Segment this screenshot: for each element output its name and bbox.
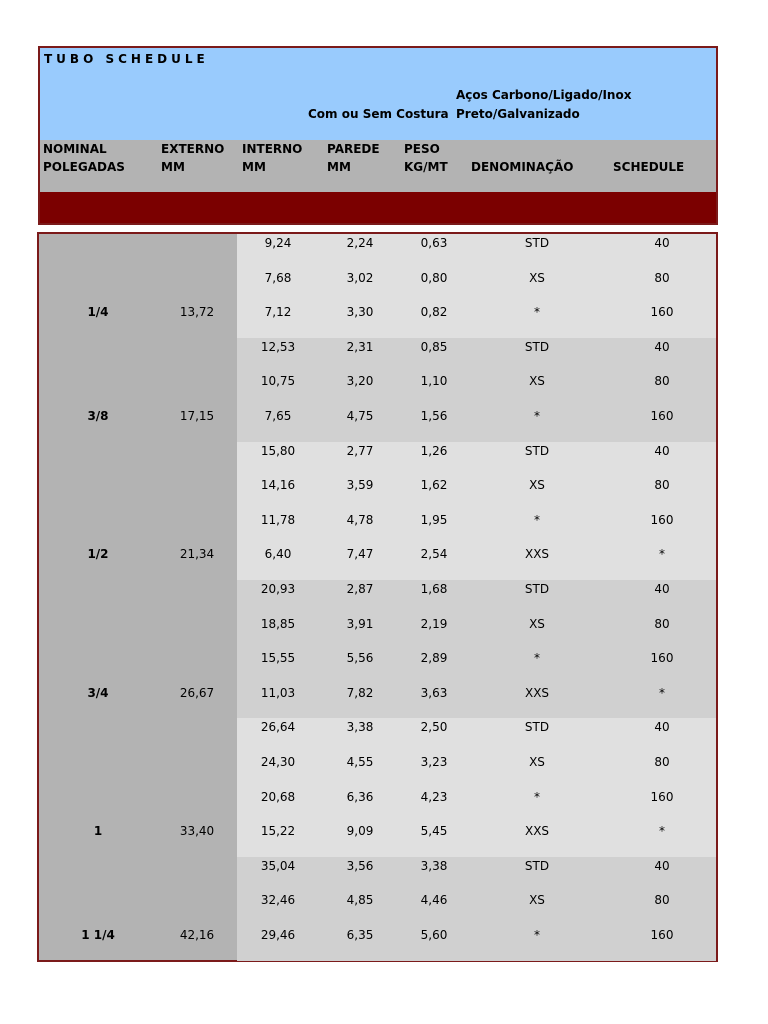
nominal-label: 3/4 — [87, 685, 109, 700]
interno-cell: 7,12 — [264, 305, 292, 320]
page-title: TUBO SCHEDULE — [44, 52, 209, 66]
parede-cell: 2,24 — [346, 236, 374, 250]
nominal-column-bg — [39, 234, 237, 960]
parede-cell: 7,82 — [346, 685, 374, 700]
header-title-band — [40, 48, 716, 140]
denominacao-cell: XXS — [524, 824, 550, 839]
peso-cell: 1,95 — [420, 512, 448, 527]
schedule-cell: 160 — [650, 409, 674, 423]
peso-cell: 2,89 — [420, 651, 448, 666]
schedule-cell: 40 — [654, 858, 670, 873]
parede-cell: 4,55 — [346, 755, 374, 769]
denominacao-cell: * — [534, 409, 540, 423]
denominacao-cell: XS — [529, 270, 545, 285]
column-header-band — [40, 140, 716, 192]
schedule-cell: * — [659, 685, 665, 700]
denominacao-cell: XXS — [524, 547, 550, 562]
parede-cell: 4,78 — [346, 512, 374, 527]
material-subtitle: Aços Carbono/Ligado/Inox — [456, 88, 632, 102]
externo-label: 26,67 — [179, 685, 215, 700]
denominacao-cell: STD — [524, 582, 550, 596]
peso-cell: 1,56 — [420, 409, 448, 423]
peso-cell: 4,23 — [420, 789, 448, 804]
denominacao-cell: STD — [524, 236, 550, 250]
col-externo: EXTERNO MM — [161, 142, 225, 174]
parede-cell: 7,47 — [346, 547, 374, 562]
interno-cell: 29,46 — [260, 928, 296, 942]
parede-cell: 3,20 — [346, 374, 374, 389]
schedule-cell: 40 — [654, 443, 670, 458]
finish-subtitle: Preto/Galvanizado — [456, 107, 580, 121]
interno-cell: 20,68 — [260, 789, 296, 804]
peso-cell: 4,46 — [420, 893, 448, 908]
interno-cell: 32,46 — [260, 893, 296, 908]
nominal-label: 1/4 — [87, 305, 109, 320]
denominacao-cell: XS — [529, 893, 545, 908]
schedule-cell: 160 — [650, 512, 674, 527]
externo-label: 17,15 — [179, 409, 215, 423]
parede-cell: 2,87 — [346, 582, 374, 596]
nominal-label: 1 1/4 — [81, 928, 115, 942]
denominacao-cell: STD — [524, 339, 550, 354]
denominacao-cell: XS — [529, 478, 545, 493]
peso-cell: 3,23 — [420, 755, 448, 769]
interno-cell: 6,40 — [264, 547, 292, 562]
parede-cell: 6,36 — [346, 789, 374, 804]
col-parede: PAREDE MM — [327, 142, 380, 174]
schedule-table — [37, 232, 718, 962]
interno-cell: 12,53 — [260, 339, 296, 354]
peso-cell: 0,80 — [420, 270, 448, 285]
interno-cell: 18,85 — [260, 616, 296, 631]
parede-cell: 4,75 — [346, 409, 374, 423]
schedule-cell: 40 — [654, 582, 670, 596]
peso-cell: 1,10 — [420, 374, 448, 389]
interno-cell: 26,64 — [260, 720, 296, 735]
schedule-cell: 80 — [654, 478, 670, 493]
interno-cell: 24,30 — [260, 755, 296, 769]
peso-cell: 1,62 — [420, 478, 448, 493]
externo-label: 33,40 — [179, 824, 215, 839]
parede-cell: 3,56 — [346, 858, 374, 873]
denominacao-cell: XS — [529, 374, 545, 389]
schedule-cell: 80 — [654, 374, 670, 389]
denominacao-cell: XS — [529, 755, 545, 769]
denominacao-cell: * — [534, 512, 540, 527]
schedule-cell: 80 — [654, 893, 670, 908]
parede-cell: 3,30 — [346, 305, 374, 320]
schedule-cell: 160 — [650, 651, 674, 666]
interno-cell: 14,16 — [260, 478, 296, 493]
denominacao-cell: * — [534, 651, 540, 666]
denominacao-cell: STD — [524, 720, 550, 735]
parede-cell: 3,02 — [346, 270, 374, 285]
parede-cell: 4,85 — [346, 893, 374, 908]
peso-cell: 2,19 — [420, 616, 448, 631]
seam-subtitle: Com ou Sem Costura — [308, 107, 449, 121]
col-interno: INTERNO MM — [242, 142, 303, 174]
col-schedule: SCHEDULE — [613, 160, 685, 174]
interno-cell: 10,75 — [260, 374, 296, 389]
table-header — [38, 46, 718, 225]
peso-cell: 5,45 — [420, 824, 448, 839]
schedule-cell: 80 — [654, 270, 670, 285]
peso-cell: 0,85 — [420, 339, 448, 354]
interno-cell: 7,68 — [264, 270, 292, 285]
schedule-cell: 80 — [654, 616, 670, 631]
nominal-label: 3/8 — [87, 409, 109, 423]
externo-label: 21,34 — [179, 547, 215, 562]
parede-cell: 6,35 — [346, 928, 374, 942]
parede-cell: 3,91 — [346, 616, 374, 631]
denominacao-cell: XXS — [524, 685, 550, 700]
schedule-cell: 160 — [650, 305, 674, 320]
schedule-cell: 80 — [654, 755, 670, 769]
denominacao-cell: STD — [524, 443, 550, 458]
denominacao-cell: XS — [529, 616, 545, 631]
schedule-cell: * — [659, 547, 665, 562]
peso-cell: 1,68 — [420, 582, 448, 596]
parede-cell: 2,77 — [346, 443, 374, 458]
peso-cell: 1,26 — [420, 443, 448, 458]
denominacao-cell: * — [534, 928, 540, 942]
peso-cell: 3,63 — [420, 685, 448, 700]
externo-label: 13,72 — [179, 305, 215, 320]
col-peso: PESO KG/MT — [404, 142, 448, 174]
peso-cell: 5,60 — [420, 928, 448, 942]
interno-cell: 9,24 — [264, 236, 292, 250]
schedule-cell: * — [659, 824, 665, 839]
interno-cell: 7,65 — [264, 409, 292, 423]
interno-cell: 15,80 — [260, 443, 296, 458]
nominal-label: 1 — [93, 824, 103, 839]
interno-cell: 20,93 — [260, 582, 296, 596]
interno-cell: 11,03 — [260, 685, 296, 700]
externo-label: 42,16 — [179, 928, 215, 942]
denominacao-cell: STD — [524, 858, 550, 873]
nominal-label: 1/2 — [87, 547, 109, 562]
schedule-cell: 160 — [650, 928, 674, 942]
interno-cell: 35,04 — [260, 858, 296, 873]
peso-cell: 3,38 — [420, 858, 448, 873]
schedule-cell: 160 — [650, 789, 674, 804]
schedule-cell: 40 — [654, 339, 670, 354]
peso-cell: 0,63 — [420, 236, 448, 250]
parede-cell: 5,56 — [346, 651, 374, 666]
col-nominal: NOMINAL POLEGADAS — [43, 142, 125, 174]
col-denominacao: DENOMINAÇÃO — [471, 160, 574, 174]
peso-cell: 0,82 — [420, 305, 448, 320]
parede-cell: 3,38 — [346, 720, 374, 735]
interno-cell: 15,55 — [260, 651, 296, 666]
parede-cell: 3,59 — [346, 478, 374, 493]
peso-cell: 2,54 — [420, 547, 448, 562]
parede-cell: 9,09 — [346, 824, 374, 839]
peso-cell: 2,50 — [420, 720, 448, 735]
denominacao-cell: * — [534, 789, 540, 804]
schedule-cell: 40 — [654, 720, 670, 735]
interno-cell: 11,78 — [260, 512, 296, 527]
interno-cell: 15,22 — [260, 824, 296, 839]
schedule-cell: 40 — [654, 236, 670, 250]
denominacao-cell: * — [534, 305, 540, 320]
parede-cell: 2,31 — [346, 339, 374, 354]
